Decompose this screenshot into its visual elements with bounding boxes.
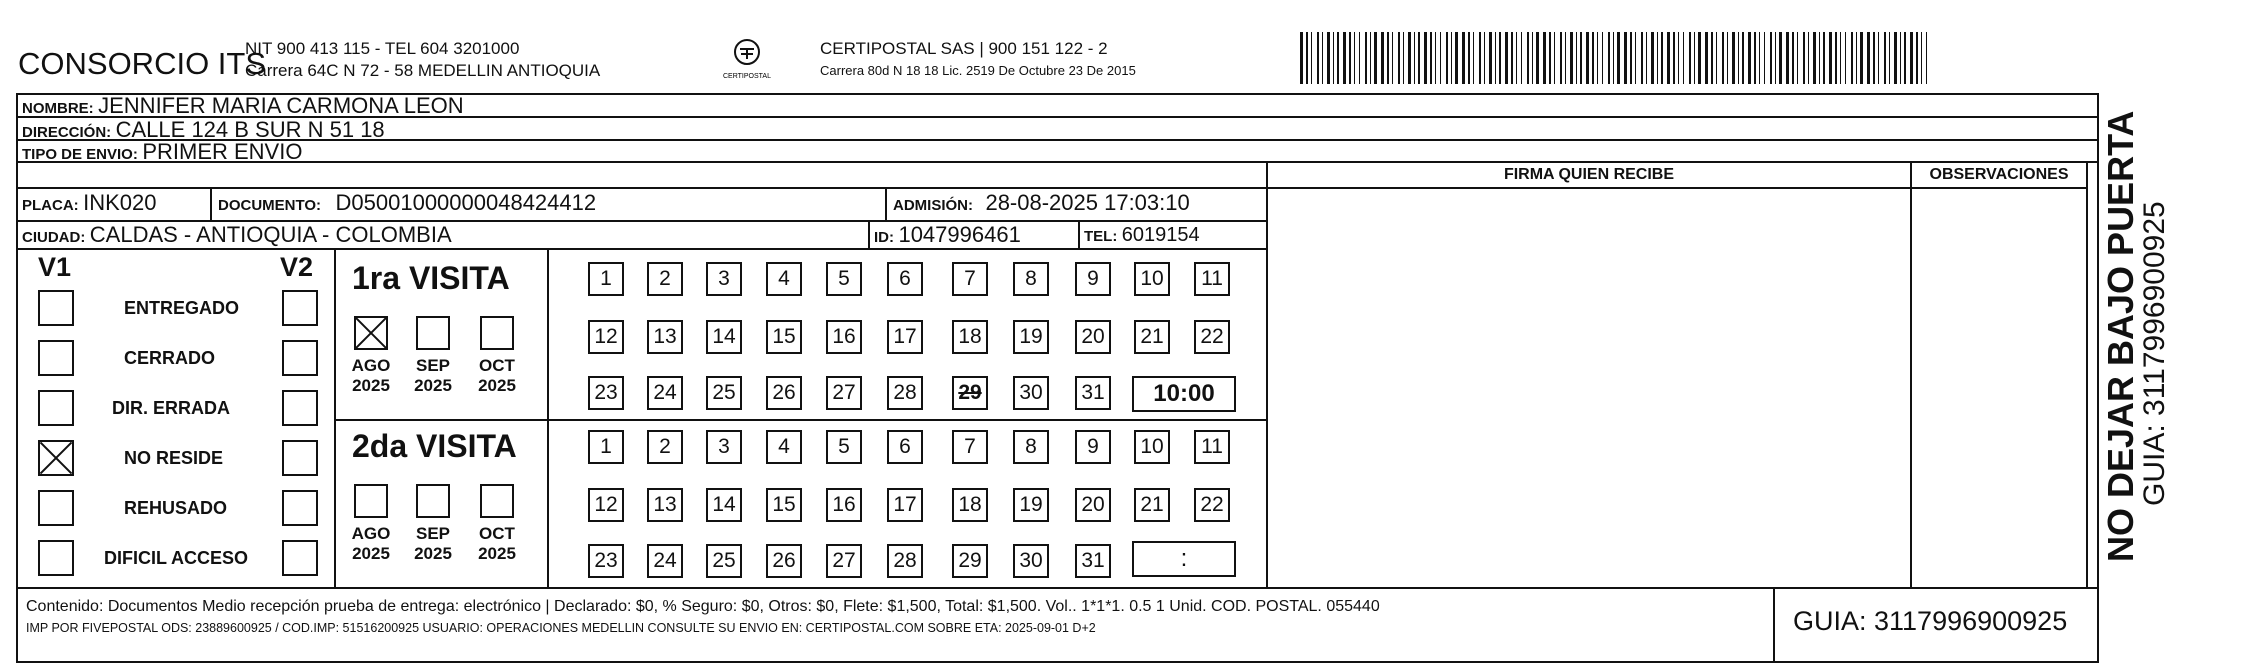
carrier-address: Carrera 80d N 18 18 Lic. 2519 De Octubre 23 De 2015: [820, 63, 1136, 78]
tel-label: TEL:: [1084, 228, 1118, 245]
placa-value: INK020: [83, 190, 157, 215]
status-label: NO RESIDE: [124, 448, 224, 468]
ciudad-label: CIUDAD:: [22, 229, 86, 246]
company-name: CONSORCIO ITS: [18, 46, 267, 81]
company-nit: NIT 900 413 115 - TEL 604 3201000: [245, 39, 520, 58]
day-box[interactable]: 15: [766, 488, 802, 522]
day-box[interactable]: 14: [706, 488, 742, 522]
day-box[interactable]: 6: [887, 430, 923, 464]
documento-label: DOCUMENTO:: [218, 197, 322, 214]
ciudad-value: CALDAS - ANTIOQUIA - COLOMBIA: [89, 222, 452, 247]
status-label: DIR. ERRADA: [112, 398, 231, 418]
id-label: ID:: [874, 229, 894, 246]
month-checkbox[interactable]: [354, 484, 388, 518]
day-box[interactable]: 8: [1013, 262, 1049, 296]
no-dejar-bajo-puerta: NO DEJAR BAJO PUERTA: [2100, 110, 2141, 562]
tel-row: [1084, 224, 1200, 247]
day-box[interactable]: 18: [952, 488, 988, 522]
day-box[interactable]: 3: [706, 430, 742, 464]
day-box[interactable]: 26: [766, 376, 802, 410]
admision-row: [893, 190, 1190, 216]
day-box[interactable]: 5: [826, 430, 862, 464]
direccion-label: DIRECCIÓN:: [22, 124, 112, 141]
day-box[interactable]: 20: [1075, 320, 1111, 354]
month-checkbox[interactable]: [480, 484, 514, 518]
id-value: 1047996461: [898, 222, 1021, 247]
day-box[interactable]: 24: [647, 376, 683, 410]
month-label: AGO 2025: [351, 524, 391, 563]
day-box[interactable]: 2: [647, 430, 683, 464]
day-box[interactable]: 21: [1134, 488, 1170, 522]
svg-text:CERTIPOSTAL: CERTIPOSTAL: [723, 73, 771, 80]
day-box[interactable]: 4: [766, 430, 802, 464]
day-box[interactable]: 16: [826, 320, 862, 354]
day-box[interactable]: 3: [706, 262, 742, 296]
day-box[interactable]: 14: [706, 320, 742, 354]
v1-checkbox[interactable]: [38, 540, 74, 576]
day-box[interactable]: 29: [952, 544, 988, 578]
status-label: DIFICIL ACCESO: [104, 548, 249, 568]
day-box[interactable]: 30: [1013, 544, 1049, 578]
day-box[interactable]: 4: [766, 262, 802, 296]
direccion-value: CALLE 124 B SUR N 51 18: [115, 117, 385, 142]
v1-checkbox[interactable]: [38, 290, 74, 326]
day-box[interactable]: 10: [1134, 262, 1170, 296]
certipostal-logo: [712, 34, 782, 86]
nombre-label: NOMBRE:: [22, 100, 94, 117]
day-box[interactable]: 6: [887, 262, 923, 296]
visit2-time[interactable]: :: [1132, 541, 1236, 577]
day-box[interactable]: 1: [588, 262, 624, 296]
v2-checkbox[interactable]: [282, 440, 318, 476]
day-box[interactable]: 12: [588, 488, 624, 522]
day-box[interactable]: 8: [1013, 430, 1049, 464]
v2-checkbox[interactable]: [282, 490, 318, 526]
admision-label: ADMISIÓN:: [893, 197, 973, 214]
day-box[interactable]: 23: [588, 376, 624, 410]
day-box[interactable]: 11: [1194, 262, 1230, 296]
month-checkbox[interactable]: [416, 316, 450, 350]
id-row: [874, 222, 1021, 248]
day-box[interactable]: 2: [647, 262, 683, 296]
v1-checkbox[interactable]: [38, 340, 74, 376]
day-box[interactable]: 21: [1134, 320, 1170, 354]
v2-checkbox[interactable]: [282, 340, 318, 376]
tipo-envio-value: PRIMER ENVIO: [142, 139, 303, 164]
month-label: SEP 2025: [414, 356, 452, 395]
day-box[interactable]: 27: [826, 544, 862, 578]
documento-row: [218, 190, 596, 216]
day-box[interactable]: 16: [826, 488, 862, 522]
day-box[interactable]: 15: [766, 320, 802, 354]
day-box[interactable]: 29: [952, 376, 988, 410]
month-label: OCT 2025: [478, 524, 516, 563]
tipo-envio-row: [22, 139, 302, 165]
footer-impresion: IMP POR FIVEPOSTAL ODS: 23889600925 / COD.IMP: 51516200925 USUARIO: OPERACIONES MEDELLIN CONSULTE SU ENVIO EN: CERTIPOSTAL.COM SOBRE ETA: 2025-09-01 D+2: [26, 621, 1096, 635]
tel-value: 6019154: [1121, 224, 1200, 246]
day-box[interactable]: 20: [1075, 488, 1111, 522]
day-box[interactable]: 22: [1194, 320, 1230, 354]
placa-row: [22, 190, 157, 216]
nombre-row: [22, 93, 464, 119]
side-guia: GUIA: 3117996900925: [2138, 201, 2171, 506]
barcode: [1300, 32, 1936, 84]
admision-value: 28-08-2025 17:03:10: [985, 190, 1190, 215]
day-box[interactable]: 27: [826, 376, 862, 410]
day-box[interactable]: 12: [588, 320, 624, 354]
nombre-value: JENNIFER MARIA CARMONA LEON: [98, 93, 464, 118]
day-box[interactable]: 17: [887, 320, 923, 354]
observaciones-header: OBSERVACIONES: [1929, 166, 2069, 183]
day-box[interactable]: 9: [1075, 262, 1111, 296]
v2-checkbox[interactable]: [282, 290, 318, 326]
footer-contenido: Contenido: Documentos Medio recepción prueba de entrega: electrónico | Declarado: $0, % Seguro: $0, Otros: $0, Flete: $1,500, Total: $1,500. Vol.. 1*1*1. 0.5 1 Unid. COD. POSTAL. 055440: [26, 598, 1380, 615]
company-info: [245, 38, 600, 82]
firma-header: FIRMA QUIEN RECIBE: [1503, 166, 1675, 183]
month-label: SEP 2025: [414, 524, 452, 563]
day-box[interactable]: 10: [1134, 430, 1170, 464]
status-label: ENTREGADO: [124, 298, 240, 318]
day-box[interactable]: 22: [1194, 488, 1230, 522]
visit1-title: 1ra VISITA: [352, 260, 510, 296]
day-box[interactable]: 31: [1075, 376, 1111, 410]
visit2-title: 2da VISITA: [352, 428, 517, 464]
status-label: CERRADO: [124, 348, 216, 368]
month-checkbox[interactable]: [354, 316, 388, 350]
v2-header: V2: [280, 252, 314, 282]
day-box[interactable]: 17: [887, 488, 923, 522]
day-box[interactable]: 24: [647, 544, 683, 578]
month-label: AGO 2025: [351, 356, 391, 395]
status-label: REHUSADO: [124, 498, 228, 518]
day-box[interactable]: 25: [706, 376, 742, 410]
day-box[interactable]: 19: [1013, 488, 1049, 522]
day-box[interactable]: 7: [952, 430, 988, 464]
month-checkbox[interactable]: [480, 316, 514, 350]
v1-header: V1: [38, 252, 72, 282]
v2-checkbox[interactable]: [282, 390, 318, 426]
day-box[interactable]: 13: [647, 320, 683, 354]
carrier-info: [820, 38, 1136, 82]
day-box[interactable]: 28: [887, 544, 923, 578]
tipo-envio-label: TIPO DE ENVIO:: [22, 146, 138, 163]
v1-checkbox[interactable]: [38, 440, 74, 476]
day-box[interactable]: 11: [1194, 430, 1230, 464]
day-box[interactable]: 30: [1013, 376, 1049, 410]
day-box[interactable]: 1: [588, 430, 624, 464]
day-box[interactable]: 26: [766, 544, 802, 578]
placa-label: PLACA:: [22, 197, 79, 214]
month-label: OCT 2025: [478, 356, 516, 395]
v1-checkbox[interactable]: [38, 390, 74, 426]
company-address: Carrera 64C N 72 - 58 MEDELLIN ANTIOQUIA: [245, 61, 601, 80]
day-box[interactable]: 7: [952, 262, 988, 296]
day-box[interactable]: 25: [706, 544, 742, 578]
v2-checkbox[interactable]: [282, 540, 318, 576]
v1-checkbox[interactable]: [38, 490, 74, 526]
footer-guia: GUIA: 3117996900925: [1793, 606, 2068, 636]
day-box[interactable]: 18: [952, 320, 988, 354]
day-box[interactable]: 31: [1075, 544, 1111, 578]
visit1-time[interactable]: 10:00: [1132, 376, 1236, 412]
documento-value: D05001000000048424412: [335, 190, 597, 215]
day-box[interactable]: 19: [1013, 320, 1049, 354]
month-checkbox[interactable]: [416, 484, 450, 518]
carrier-nit: CERTIPOSTAL SAS | 900 151 122 - 2: [820, 39, 1108, 58]
day-box[interactable]: 23: [588, 544, 624, 578]
day-box[interactable]: 13: [647, 488, 683, 522]
day-box[interactable]: 28: [887, 376, 923, 410]
day-box[interactable]: 5: [826, 262, 862, 296]
ciudad-row: [22, 222, 452, 248]
day-box[interactable]: 9: [1075, 430, 1111, 464]
